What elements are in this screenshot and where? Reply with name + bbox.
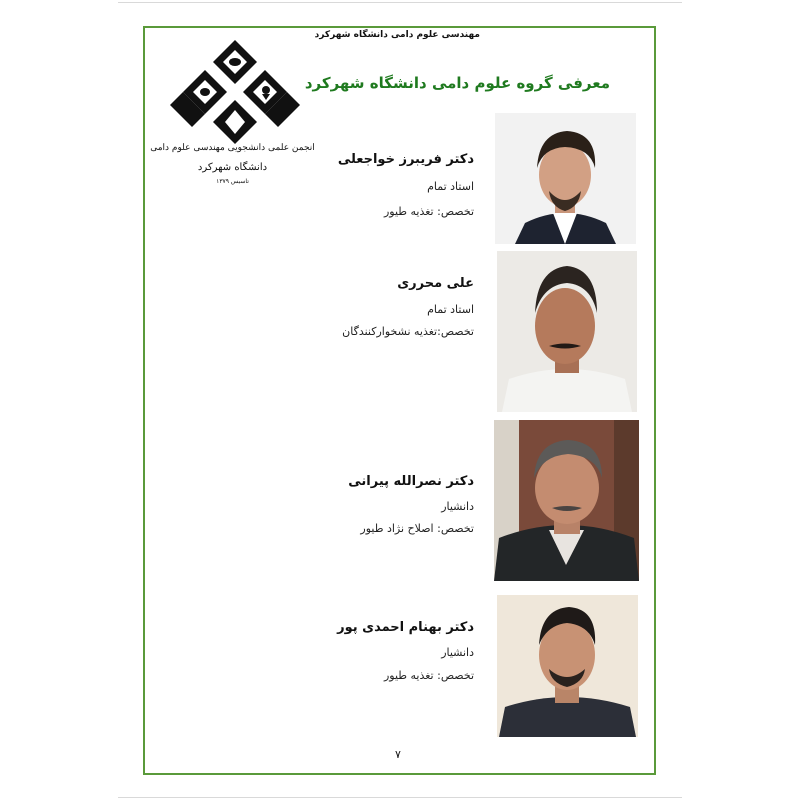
member-name: دکتر بهنام احمدی پور: [337, 620, 474, 635]
top-divider: [118, 2, 682, 3]
bottom-divider: [118, 797, 682, 798]
page-number: ۷: [395, 748, 401, 761]
member-specialty: تخصص: تغذیه طیور: [383, 669, 474, 682]
member-photo: [495, 113, 636, 244]
member-name: علی محرری: [397, 276, 474, 291]
member-specialty: تخصص:تغذیه نشخوارکنندگان: [342, 325, 474, 338]
member-name: دکتر نصرالله پیرانی: [348, 474, 474, 489]
member-name: دکتر فریبرز خواجعلی: [337, 152, 474, 167]
member-photo: [497, 251, 637, 412]
member-rank: دانشیار: [441, 646, 474, 659]
member-rank: استاد تمام: [427, 180, 474, 193]
running-header: مهندسی علوم دامی دانشگاه شهرکرد: [314, 30, 480, 40]
logo-text-line3: تاسیس ۱۳۷۹: [216, 178, 249, 185]
member-photo: [494, 420, 639, 581]
member-rank: دانشیار: [441, 500, 474, 513]
member-specialty: تخصص: تغذیه طیور: [383, 205, 474, 218]
logo-text-line1: انجمن علمی دانشجویی مهندسی علوم دامی: [150, 143, 315, 153]
page-title: معرفی گروه علوم دامی دانشگاه شهرکرد: [304, 74, 610, 92]
member-rank: استاد تمام: [427, 303, 474, 316]
logo-text-line2: دانشگاه شهرکرد: [197, 162, 268, 173]
member-photo: [497, 595, 638, 737]
member-specialty: تخصص: اصلاح نژاد طیور: [360, 522, 474, 535]
